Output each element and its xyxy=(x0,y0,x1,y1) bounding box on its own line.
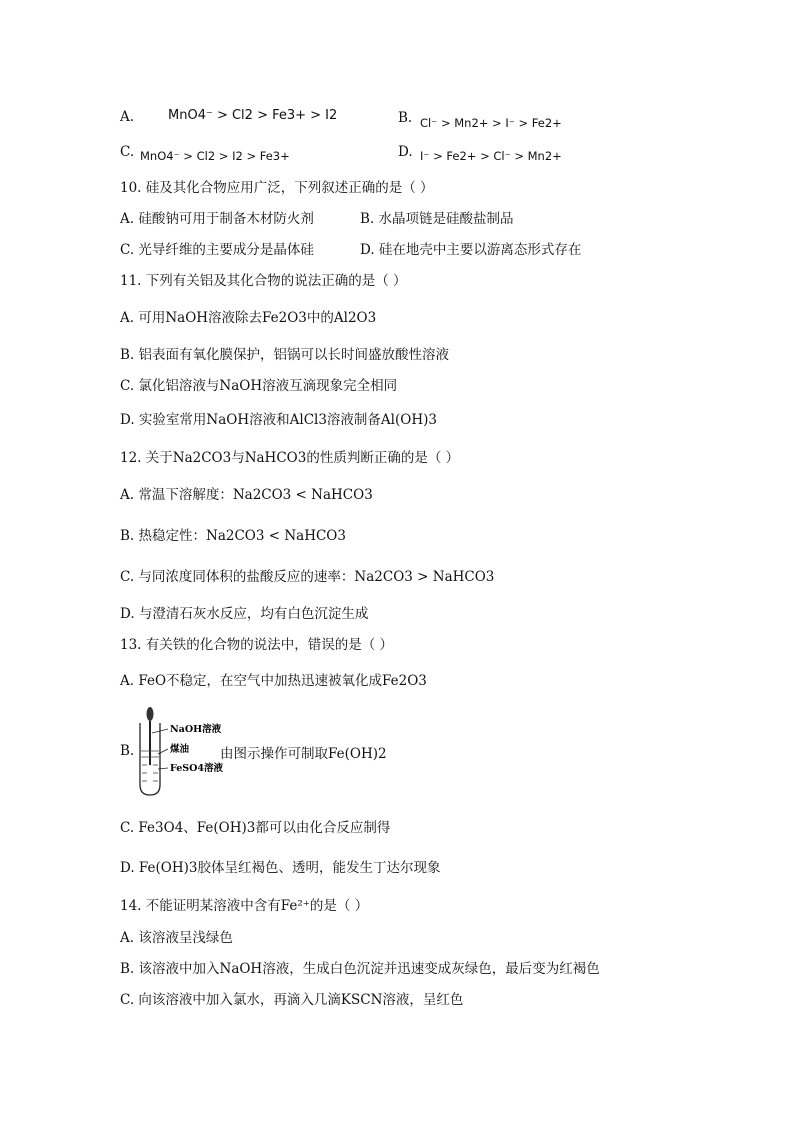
q12-option-b: B. 热稳定性：Na2CO3 < NaHCO3 xyxy=(120,528,346,544)
q11-option-b: B. 铝表面有氧化膜保护，铝锅可以长时间盛放酸性溶液 xyxy=(120,347,450,363)
q13-option-b-label: B. xyxy=(120,743,135,759)
q13-option-a: A. FeO不稳定，在空气中加热迅速被氧化成Fe2O3 xyxy=(120,673,427,689)
q9-option-b-formula xyxy=(420,116,562,130)
fig-label-naoh: NaOH溶液 xyxy=(170,724,222,735)
q12-option-c: C. 与同浓度同体积的盐酸反应的速率：Na2CO3 > NaHCO3 xyxy=(120,569,495,585)
q13-option-c: C. Fe3O4、Fe(OH)3都可以由化合反应制得 xyxy=(120,820,391,836)
q13-stem: 13. 有关铁的化合物的说法中，错误的是（ ） xyxy=(120,637,394,653)
q9-option-d-formula xyxy=(420,149,562,163)
q9-option-b-text: Cl⁻ > Mn2+ > I⁻ > Fe2+ xyxy=(420,116,562,130)
q10-stem: 10. 硅及其化合物应用广泛，下列叙述正确的是（ ） xyxy=(120,180,434,196)
q10-option-b: B. 水晶项链是硅酸盐制品 xyxy=(360,211,514,227)
q11-stem: 11. 下列有关铝及其化合物的说法正确的是（ ） xyxy=(120,273,407,289)
q13-option-b-text: 由图示操作可制取Fe(OH)2 xyxy=(220,746,387,762)
q11-option-d: D. 实验室常用NaOH溶液和AlCl3溶液制备Al(OH)3 xyxy=(120,412,437,428)
q11-option-c: C. 氯化铝溶液与NaOH溶液互滴现象完全相同 xyxy=(120,378,398,394)
q14-option-b: B. 该溶液中加入NaOH溶液，生成白色沉淀并迅速变成灰绿色，最后变为红褐色 xyxy=(120,961,600,977)
q9-option-a-text: MnO4⁻ > Cl2 > Fe3+ > I2 xyxy=(168,108,338,123)
q10-option-d: D. 硅在地壳中主要以游离态形式存在 xyxy=(360,242,582,258)
fig-label-feso4: FeSO4溶液 xyxy=(170,763,224,774)
q9-option-d-label: D. xyxy=(398,144,413,160)
q11-option-a: A. 可用NaOH溶液除去Fe2O3中的Al2O3 xyxy=(120,310,377,326)
q9-option-b-label: B. xyxy=(398,110,413,126)
q9-option-d-text: I⁻ > Fe2+ > Cl⁻ > Mn2+ xyxy=(420,149,562,163)
q13-option-d: D. Fe(OH)3胶体呈红褐色、透明，能发生丁达尔现象 xyxy=(120,860,441,876)
q9-option-c-text: MnO4⁻ > Cl2 > I2 > Fe3+ xyxy=(140,149,290,163)
fig-label-kerosene: 煤油 xyxy=(170,744,190,755)
test-tube-figure xyxy=(130,705,230,797)
q9-option-a xyxy=(120,109,134,125)
q14-stem: 14. 不能证明某溶液中含有Fe²⁺的是（ ） xyxy=(120,898,369,914)
q9-option-a-label: A. xyxy=(120,109,135,125)
q10-option-a: A. 硅酸钠可用于制备木材防火剂 xyxy=(120,211,314,227)
q12-stem: 12. 关于Na2CO3与NaHCO3的性质判断正确的是（ ） xyxy=(120,450,460,466)
q9-option-c-label: C. xyxy=(120,144,135,160)
q9-option-a-formula xyxy=(168,108,337,123)
q12-option-d: D. 与澄清石灰水反应，均有白色沉淀生成 xyxy=(120,606,369,622)
dropper-bulb-icon xyxy=(147,707,154,721)
q14-option-c: C. 向该溶液中加入氯水，再滴入几滴KSCN溶液，呈红色 xyxy=(120,992,464,1008)
q9-option-d xyxy=(398,144,413,160)
q9-option-b xyxy=(398,110,412,126)
q9-option-c-formula xyxy=(140,149,290,163)
q9-option-c xyxy=(120,144,134,160)
q14-option-a: A. 该溶液呈浅绿色 xyxy=(120,930,233,946)
q10-option-c: C. 光导纤维的主要成分是晶体硅 xyxy=(120,242,314,258)
q12-option-a: A. 常温下溶解度：Na2CO3 < NaHCO3 xyxy=(120,487,373,503)
